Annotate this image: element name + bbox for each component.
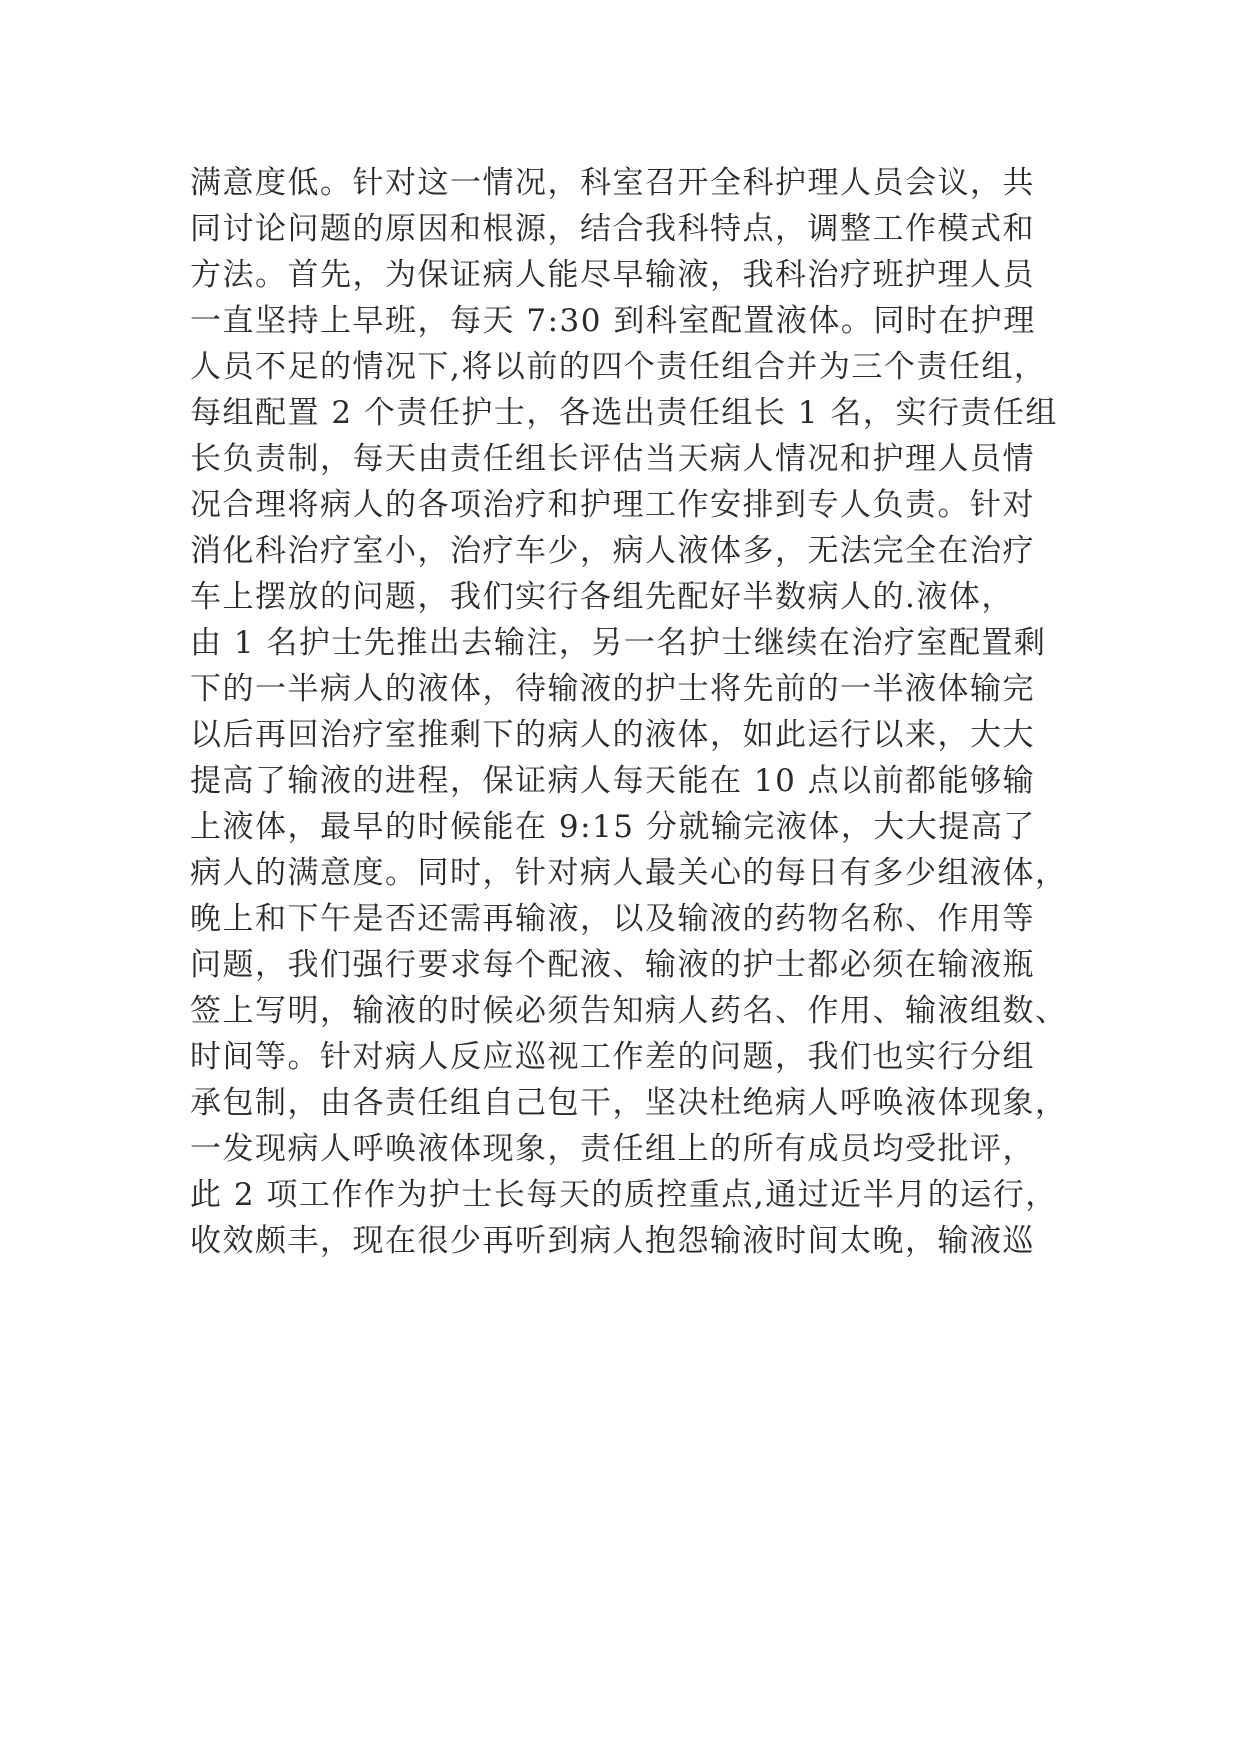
text-line: 由 1 名护士先推出去输注，另一名护士继续在治疗室配置剩	[190, 625, 1047, 661]
text-line: 长负责制，每天由责任组长评估当天病人情况和护理人员情	[190, 441, 1035, 477]
text-line: 时间等。针对病人反应巡视工作差的问题，我们也实行分组	[190, 1039, 1035, 1075]
text-line: 满意度低。针对这一情况，科室召开全科护理人员会议，共	[190, 165, 1035, 201]
text-line: 病人的满意度。同时，针对病人最关心的每日有多少组液体，	[190, 855, 1068, 891]
text-line: 一发现病人呼唤液体现象，责任组上的所有成员均受批评，	[190, 1131, 1035, 1167]
text-line: 承包制，由各责任组自己包干，坚决杜绝病人呼唤液体现象，	[190, 1085, 1068, 1121]
text-line: 收效颇丰，现在很少再听到病人抱怨输液时间太晚，输液巡	[190, 1223, 1035, 1259]
text-line: 上液体，最早的时候能在 9:15 分就输完液体，大大提高了	[190, 809, 1036, 845]
text-line: 提高了输液的进程，保证病人每天能在 10 点以前都能够输	[190, 763, 1036, 799]
text-line: 下的一半病人的液体，待输液的护士将先前的一半液体输完	[190, 671, 1035, 707]
text-line: 晚上和下午是否还需再输液，以及输液的药物名称、作用等	[190, 901, 1035, 937]
text-line: 每组配置 2 个责任护士，各选出责任组长 1 名，实行责任组	[190, 395, 1058, 431]
text-line: 问题，我们强行要求每个配液、输液的护士都必须在输液瓶	[190, 947, 1035, 983]
text-line: 况合理将病人的各项治疗和护理工作安排到专人负责。针对	[190, 487, 1035, 523]
text-line: 人员不足的情况下,将以前的四个责任组合并为三个责任组，	[190, 349, 1047, 385]
text-line: 签上写明，输液的时候必须告知病人药名、作用、输液组数、	[190, 993, 1068, 1029]
text-line: 消化科治疗室小，治疗车少，病人液体多，无法完全在治疗	[190, 533, 1035, 569]
text-line: 此 2 项工作作为护士长每天的质控重点,通过近半月的运行，	[190, 1177, 1058, 1213]
text-line: 同讨论问题的原因和根源，结合我科特点，调整工作模式和	[190, 211, 1035, 247]
text-line: 一直坚持上早班，每天 7:30 到科室配置液体。同时在护理	[190, 303, 1036, 339]
text-line: 以后再回治疗室推剩下的病人的液体，如此运行以来，大大	[190, 717, 1035, 753]
text-line: 方法。首先，为保证病人能尽早输液，我科治疗班护理人员	[190, 257, 1035, 293]
body-paragraph	[190, 160, 1070, 1264]
text-line: 车上摆放的问题，我们实行各组先配好半数病人的.液体，	[190, 579, 1014, 615]
